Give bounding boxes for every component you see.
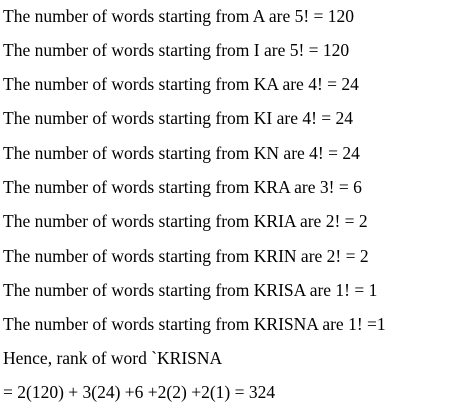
line-words-from-krin: The number of words starting from KRIN are 2! = 2 [3,246,369,266]
line-words-from-a: The number of words starting from A are 5! = 120 [3,6,355,26]
line-words-from-i: The number of words starting from I are 5! = 120 [3,40,350,60]
line-final-calculation: = 2(120) + 3(24) +6 +2(2) +2(1) = 324 [3,382,276,402]
line-words-from-krisna: The number of words starting from KRISNA are 1! =1 [3,314,386,334]
line-words-from-kria: The number of words starting from KRIA are 2! = 2 [3,211,368,231]
line-words-from-ki: The number of words starting from KI are 4! = 24 [3,108,354,128]
line-words-from-kra: The number of words starting from KRA are 3! = 6 [3,177,362,197]
line-words-from-ka: The number of words starting from KA are 4! = 24 [3,74,359,94]
line-hence-rank: Hence, rank of word `KRISNA [3,348,223,368]
line-words-from-krisa: The number of words starting from KRISA are 1! = 1 [3,280,378,300]
line-words-from-kn: The number of words starting from KN are 4! = 24 [3,143,360,163]
